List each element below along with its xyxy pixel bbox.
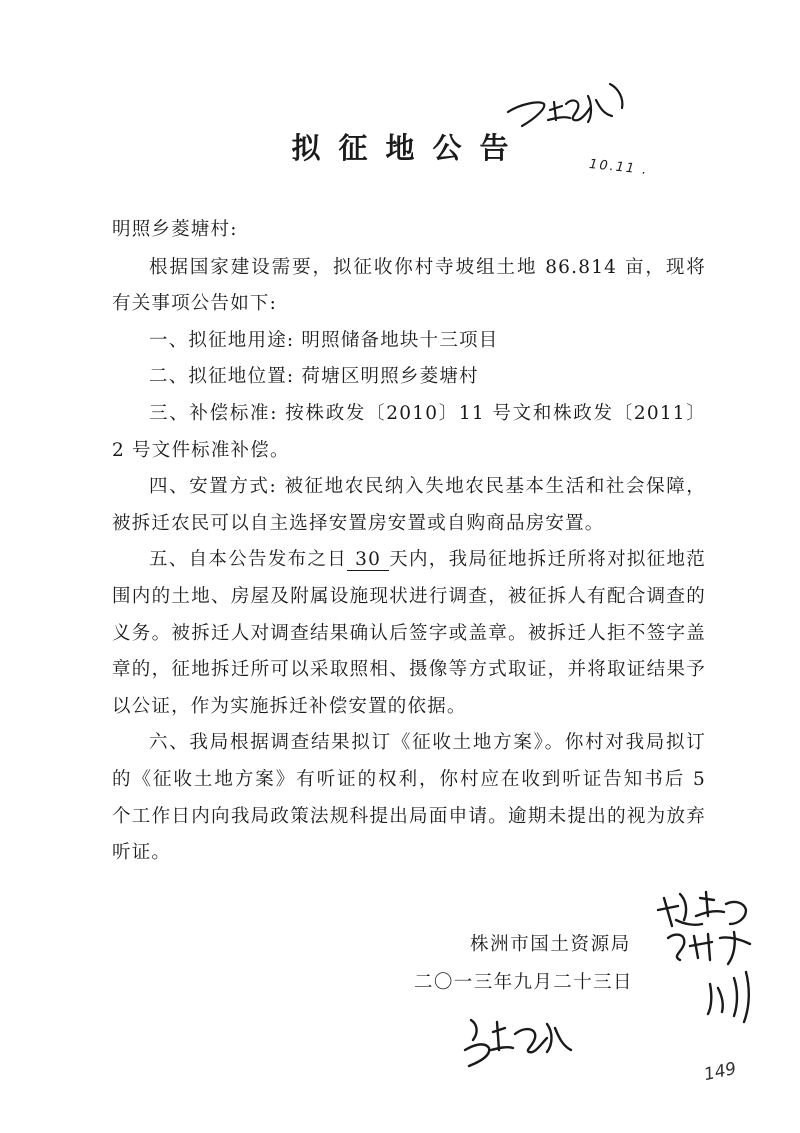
addressee: 明照乡菱塘村: [112,219,238,240]
handwritten-date-note: 10.11 . [588,156,650,179]
item-location: 二、拟征地位置: 荷塘区明照乡菱塘村 [149,366,479,388]
issue-date: 二〇一三年九月二十三日 [414,972,633,993]
handwritten-approval-note [650,880,780,1055]
survey-days-blank: 30 [347,550,389,571]
item-survey [112,542,706,725]
item-compensation: 三、补偿标准: 按株政发〔2010〕11 号文和株政发〔2011〕2 号文件标准补偿。 [112,402,706,461]
intro-paragraph: 根据国家建设需要，拟征收你村寺坡组土地 86.814 亩，现将有关事项公告如下: [112,256,706,315]
item-resettlement: 四、安置方式: 被征地农民纳入失地农民基本生活和社会保障，被拆迁农民可以自主选择安置房安置或自购商品房安置。 [112,476,706,534]
issuing-authority: 株洲市国土资源局 [470,934,631,955]
page-number: 149 [702,1058,739,1086]
handwritten-signature-top [500,74,640,144]
item-survey-after: 天内，我局征地拆迁所将对拟征地范围内的土地、房屋及附属设施现状进行调查，被征拆人有配合调查的义务。被拆迁人对调查结果确认后签字或盖章。被拆迁人拒不签字盖章的，征地拆迁所可以采取照相、摄像等方式取证，并将取证结果予以公证，作为实施拆迁补偿安置的依据。 [112,549,706,717]
item-survey-before: 五、自本公告发布之日 [149,549,348,571]
notice-title: 拟征地公告 [291,131,527,165]
item-purpose: 一、拟征地用途: 明照储备地块十三项目 [149,329,499,351]
item-hearing: 六、我局根据调查结果拟订《征收土地方案》。你村对我局拟订的《征收土地方案》有听证的权利，你村应在收到听证告知书后 5 个工作日内向我局政策法规科提出局面申请。逾期未提出的视为放弃听证。 [112,732,706,864]
handwritten-signature-bottom [455,1010,595,1080]
notice-body [112,212,706,872]
